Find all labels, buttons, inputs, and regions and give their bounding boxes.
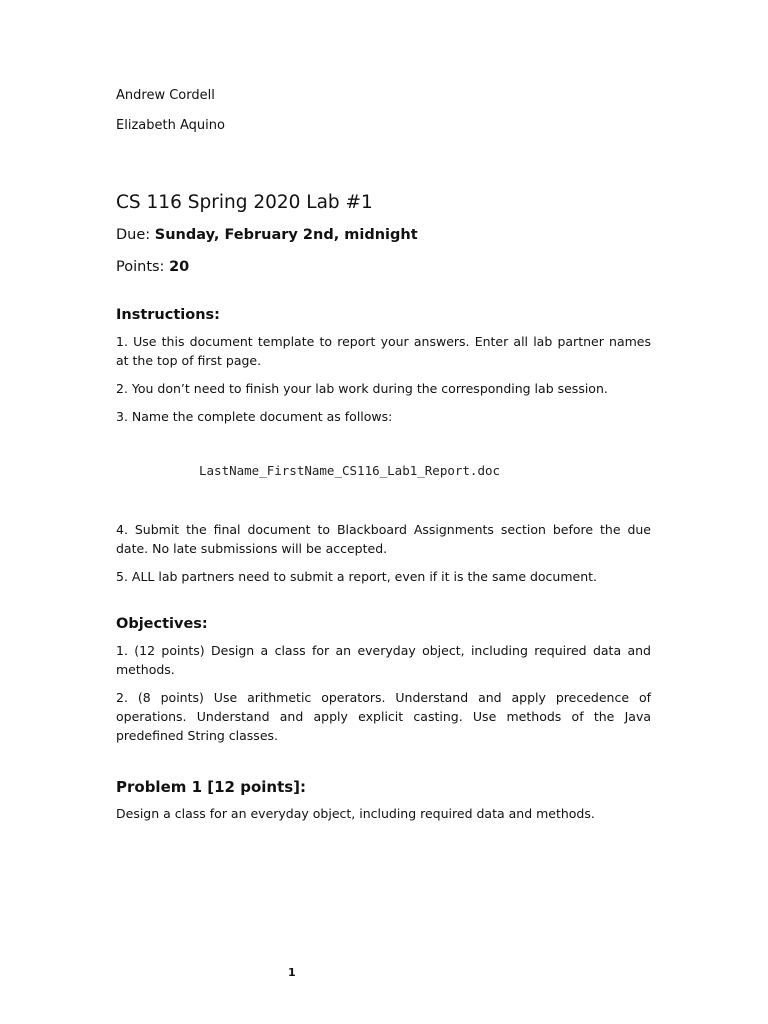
instruction-item: 4. Submit the final document to Blackboard Assignments section before the due date. No late submissions will be accepted. xyxy=(116,522,651,556)
partner-name: Elizabeth Aquino xyxy=(116,118,225,133)
due-line xyxy=(116,225,651,245)
page-number: 1 xyxy=(288,966,296,979)
instruction-item: 3. Name the complete document as follows: xyxy=(116,409,393,424)
objective-item: 2. (8 points) Use arithmetic operators. Understand and apply precedence of operations. Understand and apply explicit casting. Use methods of the Java predefined String classes. xyxy=(116,690,651,743)
due-value: Sunday, February 2nd, midnight xyxy=(154,227,418,243)
points-label: Points: xyxy=(116,259,165,275)
page-content xyxy=(116,88,651,823)
filename-example: LastName_FirstName_CS116_Lab1_Report.doc xyxy=(199,463,501,478)
document-title: CS 116 Spring 2020 Lab #1 xyxy=(116,192,373,213)
due-label: Due: xyxy=(116,227,151,243)
problem-description: Design a class for an everyday object, including required data and methods. xyxy=(116,806,595,821)
instructions-heading: Instructions: xyxy=(116,307,220,323)
objectives-heading: Objectives: xyxy=(116,616,208,632)
points-line xyxy=(116,257,651,277)
points-value: 20 xyxy=(169,259,190,275)
instruction-item: 2. You don’t need to finish your lab work during the corresponding lab session. xyxy=(116,381,608,396)
partner-name: Andrew Cordell xyxy=(116,88,215,103)
instruction-item: 1. Use this document template to report your answers. Enter all lab partner names at the top of first page. xyxy=(116,334,651,368)
problem-heading: Problem 1 [12 points]: xyxy=(116,778,307,796)
instruction-item: 5. ALL lab partners need to submit a report, even if it is the same document. xyxy=(116,569,598,584)
objective-item: 1. (12 points) Design a class for an everyday object, including required data and methods. xyxy=(116,643,651,677)
